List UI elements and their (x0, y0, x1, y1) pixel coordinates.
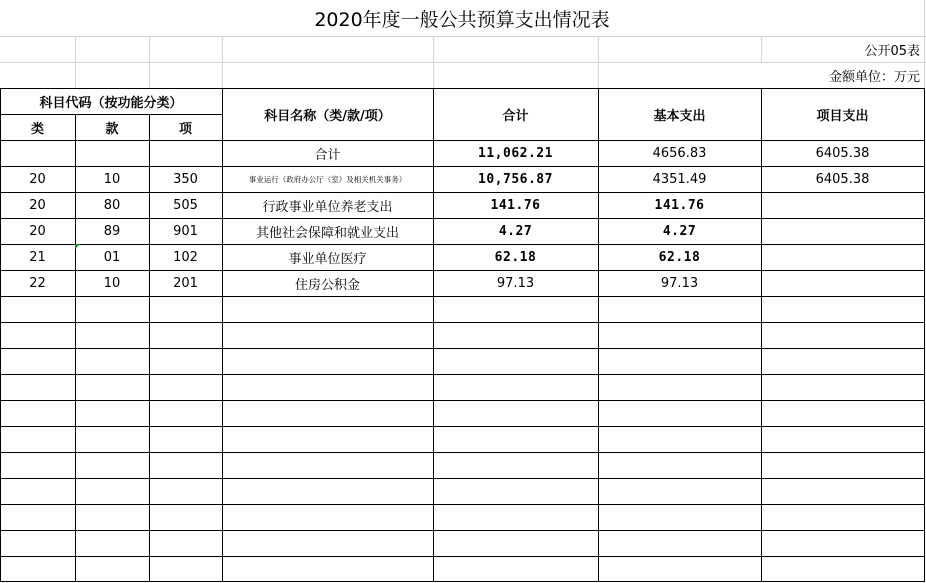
cell-lei: 21 (29, 249, 46, 265)
gridline (149, 36, 150, 88)
cell-total: 62.18 (494, 249, 537, 265)
table-border (0, 348, 925, 349)
page-title: 2020年度一般公共预算支出情况表 (314, 8, 610, 31)
cell-basic: 97.13 (660, 275, 699, 291)
cell-name: 行政事业单位养老支出 (262, 199, 393, 215)
cell-lei: 20 (29, 223, 46, 239)
cell-basic: 62.18 (658, 249, 701, 265)
cell-project (761, 218, 924, 244)
cell-total: 11,062.21 (478, 145, 553, 161)
cell-total: 141.76 (490, 197, 541, 213)
cell-kuan: 01 (103, 249, 121, 265)
header-kuan: 款 (105, 121, 119, 137)
table-border (0, 581, 925, 582)
cell-project: 6405.38 (815, 171, 870, 187)
cell-xiang: 201 (173, 275, 198, 291)
cell-kuan: 80 (103, 197, 121, 213)
cell-total: 4.27 (498, 223, 533, 239)
amount-unit: 金额单位：万元 (828, 69, 920, 85)
table-border (0, 400, 925, 401)
cell-name: 合计 (314, 147, 341, 163)
cell-name: 事业运行（政府办公厅（室）及相关机关事务） (248, 174, 407, 184)
header-xiang: 项 (178, 121, 192, 137)
table-border (0, 504, 925, 505)
cell-lei: 20 (29, 171, 46, 187)
cell-xiang: 350 (173, 171, 198, 187)
cell-name: 住房公积金 (294, 277, 360, 293)
cell-name: 事业单位医疗 (288, 251, 367, 267)
cell-total: 97.13 (496, 275, 535, 291)
cell-lei: 20 (29, 197, 46, 213)
cell-project: 6405.38 (815, 145, 870, 161)
cell-total: 10,756.87 (478, 171, 553, 187)
cell-basic: 4.27 (662, 223, 697, 239)
header-total: 合计 (502, 108, 529, 124)
cell-kuan: 10 (103, 171, 121, 187)
header-lei: 类 (30, 121, 44, 137)
cell-name: 其他社会保障和就业支出 (255, 225, 399, 241)
table-border (0, 478, 925, 479)
cell-kuan: 10 (103, 275, 121, 291)
table-border (0, 296, 925, 297)
cell-kuan (75, 140, 149, 166)
header-name: 科目名称（类/款/项） (264, 108, 391, 124)
table-border (0, 374, 925, 375)
table-border (0, 452, 925, 453)
cell-lei: 22 (29, 275, 46, 291)
cell-basic: 4351.49 (652, 171, 707, 187)
table-border (0, 530, 925, 531)
cell-basic: 4656.83 (652, 145, 707, 161)
table-border (924, 88, 925, 582)
form-number: 公开05表 (864, 43, 920, 59)
gridline (433, 36, 434, 88)
gridline (75, 36, 76, 88)
header-code-group: 科目代码（按功能分类） (39, 95, 183, 111)
header-basic: 基本支出 (653, 108, 706, 124)
cell-project (761, 244, 924, 270)
cell-xiang: 901 (173, 223, 198, 239)
cell-project (761, 192, 924, 218)
cell-project (761, 270, 924, 296)
table-border (0, 322, 925, 323)
cell-xiang (149, 140, 222, 166)
cell-kuan: 89 (103, 223, 121, 239)
cell-basic: 141.76 (654, 197, 705, 213)
header-project: 项目支出 (816, 108, 869, 124)
gridline (924, 0, 925, 88)
cell-xiang: 505 (173, 197, 198, 213)
table-border (0, 426, 925, 427)
cell-lei (0, 140, 75, 166)
cell-xiang: 102 (173, 249, 198, 265)
table-border (0, 556, 925, 557)
gridline (222, 36, 223, 88)
